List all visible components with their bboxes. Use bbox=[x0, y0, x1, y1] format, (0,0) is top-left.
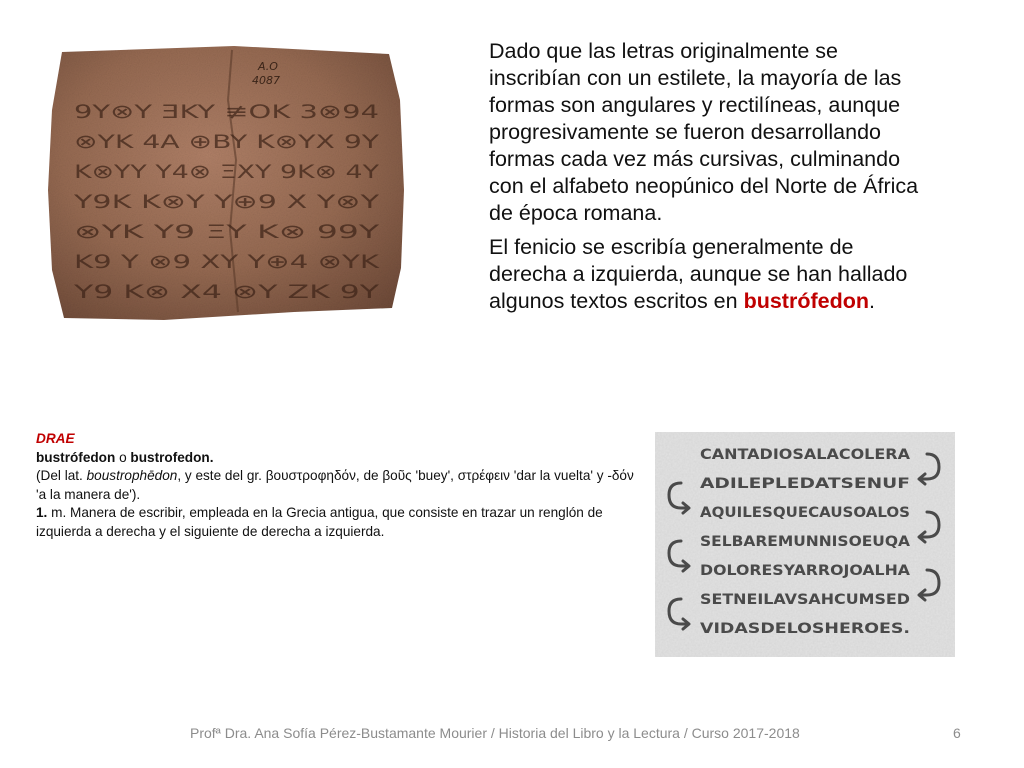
paragraph-stylus-forms: Dado que las letras originalmente se inscribían con un estilete, la mayoría de las formas son angulares y rectilíneas, aunque progresivamente se fueron desarrollando formas cada vez más cursivas, culminando con el alfabeto neopúnico del Norte de África de época romana. bbox=[489, 39, 919, 225]
paragraph-writing-direction bbox=[489, 234, 929, 315]
tablet-stone bbox=[48, 46, 404, 320]
boustrophedon-line: AQUILESQUECAUSOALOS bbox=[700, 505, 910, 521]
boustrophedon-example-image bbox=[655, 432, 955, 657]
tablet-inscription-row: Y9K K⊗Y Y⊕9 X Y⊗Y bbox=[72, 191, 380, 213]
boustrophedon-line: VIDASDELOSHEROES. bbox=[700, 621, 910, 637]
etymology-open: (Del lat. bbox=[36, 468, 87, 483]
definition-etymology bbox=[36, 467, 636, 504]
definition-source: DRAE bbox=[36, 431, 75, 446]
page-number: 6 bbox=[953, 725, 961, 741]
sense-number: 1. bbox=[36, 505, 48, 520]
definition-headword-line bbox=[36, 449, 636, 468]
tablet-museum-label-2: 4087 bbox=[252, 74, 280, 87]
boustrophedon-line: SETNEILAVSAHCUMSED bbox=[700, 592, 910, 608]
keyword-bustrofedon: bustrófedon bbox=[743, 289, 869, 313]
main-text bbox=[489, 38, 929, 322]
boustrophedon-line: DOLORESYARROJOALHA bbox=[700, 563, 911, 579]
sense-text: m. Manera de escribir, empleada en la Grecia antigua, que consiste en trazar un renglón de izquierda a derecha y el siguiente de derecha a izquierda. bbox=[36, 505, 603, 539]
tablet-inscription-row: ⊗YK 4A ⊕BY K⊗YX 9Y bbox=[74, 131, 380, 153]
tablet-inscription-row: Y9 K⊗ X4 ⊗Y ZK 9Y bbox=[72, 281, 380, 303]
boustrophedon-line: SELBAREMUNNISOEUQA bbox=[700, 534, 911, 550]
tablet-inscription-row: 9Y⊗Y ƎKY ≢OK 3⊗94 bbox=[74, 101, 379, 123]
etymology-rest: , y este del gr. βουστροφηδόν, de βοῦς 'buey', στρέφειν 'dar la vuelta' y -δόν 'a la manera de'). bbox=[36, 468, 634, 502]
definition-sense bbox=[36, 504, 636, 541]
paragraph-direction-end: . bbox=[868, 289, 875, 313]
etymology-latin: boustrophēdon bbox=[86, 468, 178, 483]
tablet-inscription-row: ⊗YK Y9 ΞY K⊗ 99Y bbox=[74, 221, 380, 243]
tablet-inscription-row: K9 Y ⊗9 XY Y⊕4 ⊗YK bbox=[74, 251, 380, 273]
definition-connector: o bbox=[115, 449, 131, 465]
paragraph-direction-text: El fenicio se escribía generalmente de derecha a izquierda, aunque se han hallado algunos textos escritos en bbox=[489, 235, 908, 313]
boustrophedon-line: ADILEPLEDATSENUF bbox=[700, 476, 910, 492]
footer-credit: Profª Dra. Ana Sofía Pérez-Bustamante Mourier / Historia del Libro y la Lectura / Curso 2017-2018 bbox=[190, 725, 800, 741]
definition-headword-1: bustrófedon bbox=[36, 449, 116, 465]
tablet-museum-label-1: A.O bbox=[258, 60, 278, 73]
tablet-inscription bbox=[72, 101, 379, 303]
definition-headword-2: bustrofedon. bbox=[130, 449, 214, 465]
boustrophedon-line: CANTADIOSALACOLERA bbox=[700, 447, 911, 463]
phoenician-tablet-image bbox=[44, 40, 410, 326]
drae-definition bbox=[36, 430, 636, 541]
tablet-inscription-row: K⊗YY Y4⊗ ΞXY 9K⊗ 4Y bbox=[74, 161, 380, 183]
